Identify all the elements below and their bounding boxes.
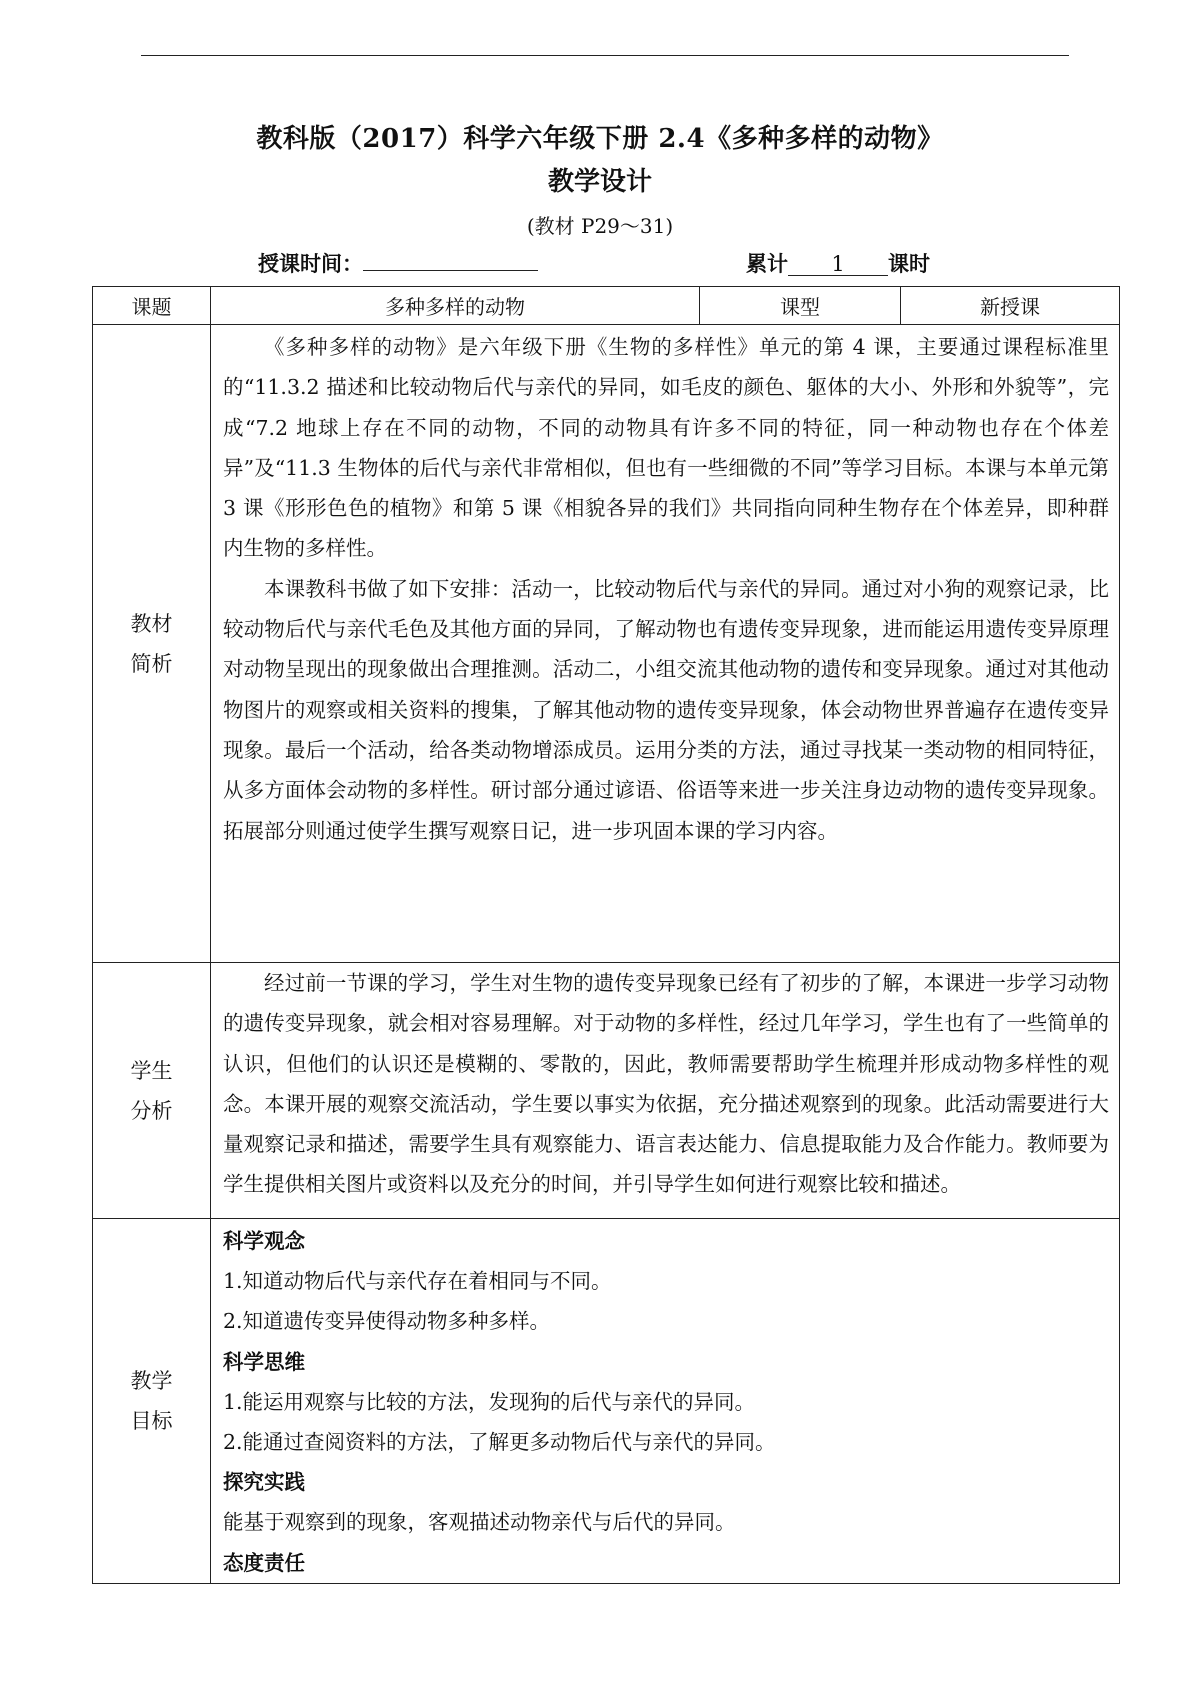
topic-label: 课题: [93, 287, 211, 325]
student-analysis-content: [211, 963, 1120, 1219]
teaching-goals-label: [93, 1219, 211, 1584]
header-rule: [141, 55, 1069, 56]
student-analysis-label: [93, 963, 211, 1219]
goal-item: 1.知道动物后代与亲代存在着相同与不同。: [223, 1269, 612, 1294]
goal-item: 1.能运用观察与比较的方法，发现狗的后代与亲代的异同。: [223, 1389, 756, 1414]
student-paragraph-1: 经过前一节课的学习，学生对生物的遗传变异现象已经有了初步的了解，本课进一步学习动物的遗传变异现象，就会相对容易理解。对于动物的多样性，经过几年学习，学生也有了一些简单的认识，但他们的认识还是模糊的、零散的，因此，教师需要帮助学生梳理并形成动物多样性的观念。本课开展的观察交流活动，学生要以事实为依据，充分描述观察到的现象。此活动需要进行大量观察记录和描述，需要学生具有观察能力、语言表达能力、信息提取能力及合作能力。教师要为学生提供相关图片或资料以及充分的时间，并引导学生如何进行观察比较和描述。: [223, 971, 1109, 1197]
student-analysis-label-text: 学生分析: [130, 1058, 173, 1123]
textbook-analysis-content: [211, 325, 1120, 963]
goal-heading-concepts: 科学观念: [223, 1229, 305, 1253]
document-title: 教科版（2017）科学六年级下册 2.4《多种多样的动物》: [256, 124, 944, 154]
lesson-type-value: 新授课: [901, 287, 1120, 325]
class-time-label: 授课时间：: [258, 251, 363, 276]
textbook-paragraph-1: 《多种多样的动物》是六年级下册《生物的多样性》单元的第 4 课，主要通过课程标准里的“11.3.2 描述和比较动物后代与亲代的异同，如毛皮的颜色、躯体的大小、外形和外貌等”，完成“7.2 地球上存在不同的动物，不同的动物具有许多不同的特征，同一种动物也存在个体差异”及“11.3 生物体的后代与亲代非常相似，但也有一些细微的不同”等学习目标。本课与本单元第 3 课《形形色色的植物》和第 5 课《相貌各异的我们》共同指向同种生物存在个体差异，即种群内生物的多样性。: [223, 335, 1109, 561]
textbook-analysis-row: [93, 325, 1120, 963]
total-periods: [746, 248, 930, 278]
textbook-paragraph-2: 本课教科书做了如下安排：活动一，比较动物后代与亲代的异同。通过对小狗的观察记录，比较动物后代与亲代毛色及其他方面的异同，了解动物也有遗传变异现象，进而能运用遗传变异原理对动物呈现出的现象做出合理推测。活动二，小组交流其他动物的遗传和变异现象。通过对其他动物图片的观察或相关资料的搜集，了解其他动物的遗传变异现象，体会动物世界普遍存在遗传变异现象。最后一个活动，给各类动物增添成员。运用分类的方法，通过寻找某一类动物的相同特征，从多方面体会动物的多样性。研讨部分通过谚语、俗语等来进一步关注身边动物的遗传变异现象。拓展部分则通过使学生撰写观察日记，进一步巩固本课的学习内容。: [223, 576, 1109, 843]
textbook-analysis-label-text: 教材简析: [130, 611, 173, 676]
goal-item: 能基于观察到的现象，客观描述动物亲代与后代的异同。: [223, 1510, 736, 1535]
goal-heading-practice: 探究实践: [223, 1470, 305, 1495]
total-periods-field[interactable]: 1: [788, 253, 888, 276]
document-subtitle: 教学设计: [547, 167, 652, 197]
teaching-goals-label-text: 教学目标: [130, 1368, 173, 1433]
goal-item: 2.能通过查阅资料的方法，了解更多动物后代与亲代的异同。: [223, 1430, 776, 1455]
class-time: [258, 248, 538, 278]
goal-heading-attitude: 态度责任: [223, 1550, 305, 1575]
total-prefix: 累计: [746, 251, 788, 276]
goal-item: 2.知道遗传变异使得动物多种多样。: [223, 1309, 551, 1334]
lesson-plan-table: [92, 286, 1120, 1584]
topic-row: [93, 287, 1120, 325]
total-suffix: 课时: [888, 251, 930, 276]
textbook-pages: (教材 P29～31): [526, 214, 674, 238]
teaching-goals-row: [93, 1219, 1120, 1584]
topic-value: 多种多样的动物: [211, 287, 700, 325]
lesson-type-label: 课型: [700, 287, 901, 325]
textbook-analysis-label: [93, 325, 211, 963]
teaching-goals-content: [211, 1219, 1120, 1584]
student-analysis-row: [93, 963, 1120, 1219]
class-time-field[interactable]: [363, 270, 538, 271]
goal-heading-thinking: 科学思维: [223, 1349, 305, 1374]
